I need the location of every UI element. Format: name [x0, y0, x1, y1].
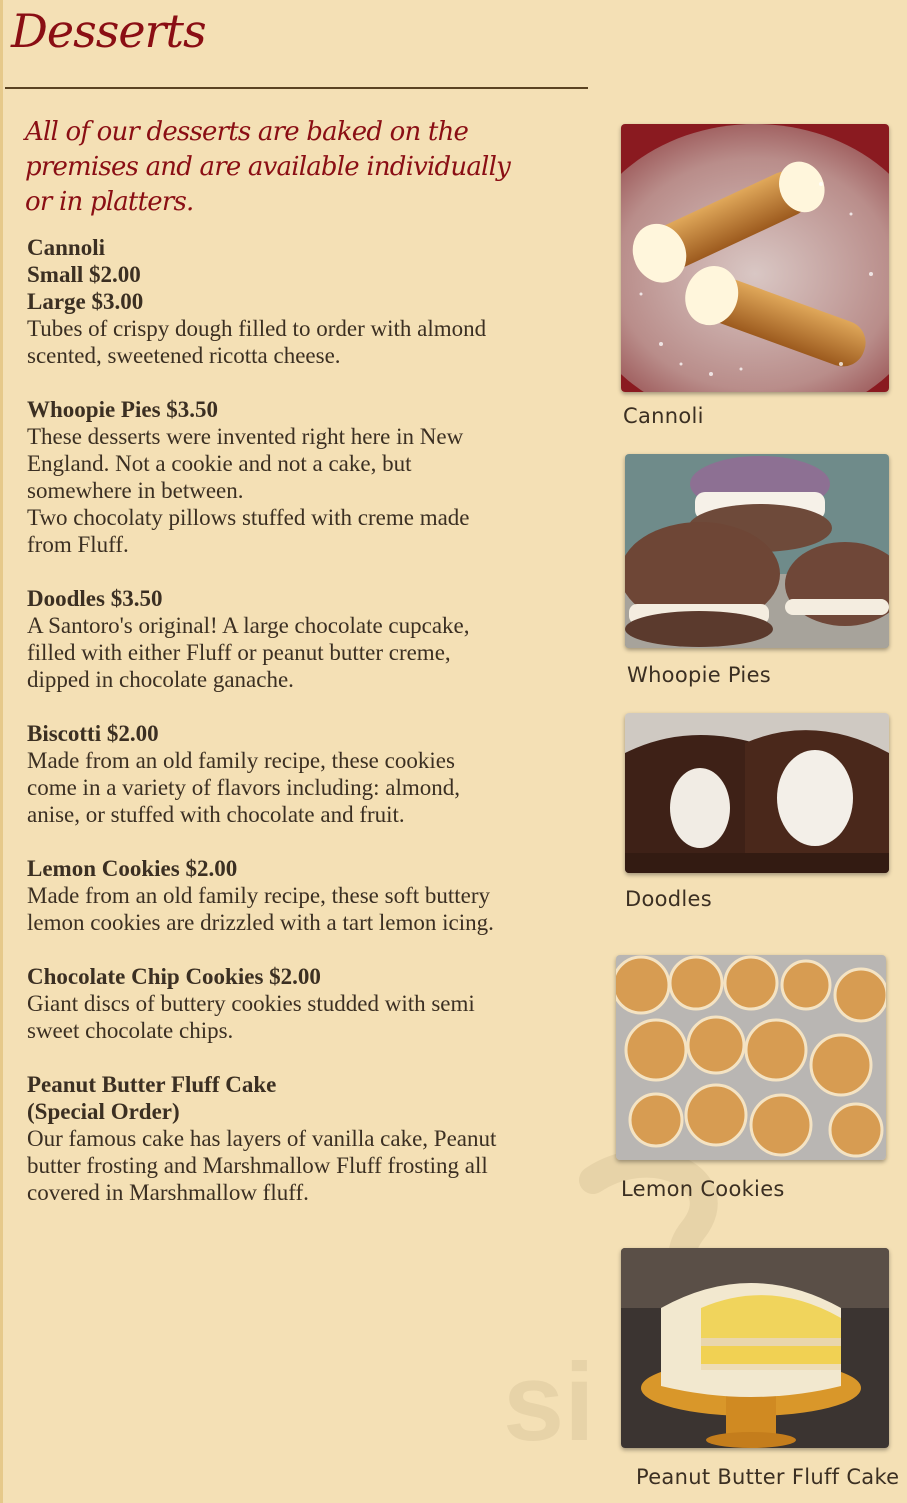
- dessert-name: Biscotti $2.00: [27, 721, 159, 746]
- dessert-description: A Santoro's original! A large chocolate cupcake, filled with either Fluff or peanut butter creme, dipped in chocolate ganache.: [27, 613, 470, 692]
- photo-caption-lemon-cookies: Lemon Cookies: [621, 1177, 785, 1201]
- photo-caption-peanut-butter-fluff-cake: Peanut Butter Fluff Cake: [636, 1465, 900, 1489]
- page-title: Desserts: [11, 4, 206, 58]
- dessert-name: Lemon Cookies $2.00: [27, 856, 238, 881]
- dessert-item-chocolate-chip-cookies: [27, 963, 507, 1044]
- dessert-item-peanut-butter-fluff-cake: [27, 1071, 507, 1206]
- dessert-name: Cannoli Small $2.00 Large $3.00: [27, 235, 144, 314]
- doodles-photo: [625, 713, 889, 873]
- photo-caption-whoopie-pies: Whoopie Pies: [627, 663, 772, 687]
- dessert-item-biscotti: [27, 720, 507, 828]
- peanut-butter-fluff-cake-photo: [621, 1248, 889, 1448]
- title-divider: [5, 87, 588, 89]
- intro-text: All of our desserts are baked on the premises and are available individually or in platters.: [25, 117, 510, 217]
- dessert-description: Giant discs of buttery cookies studded with semi sweet chocolate chips.: [27, 991, 475, 1043]
- dessert-list: [27, 234, 507, 1233]
- whoopie-pies-photo: [625, 454, 889, 648]
- cannoli-photo: [621, 124, 889, 392]
- dessert-name: Chocolate Chip Cookies $2.00: [27, 964, 321, 989]
- dessert-description: Made from an old family recipe, these cookies come in a variety of flavors including: almond, anise, or stuffed with chocolate and fruit.: [27, 748, 461, 827]
- photo-caption-doodles: Doodles: [625, 887, 712, 911]
- dessert-description: Tubes of crispy dough filled to order with almond scented, sweetened ricotta cheese.: [27, 316, 487, 368]
- lemon-cookies-photo: [616, 955, 886, 1160]
- svg-text:si: si: [503, 1341, 595, 1450]
- dessert-name: Peanut Butter Fluff Cake (Special Order): [27, 1072, 277, 1124]
- dessert-item-doodles: [27, 585, 507, 693]
- dessert-name: Doodles $3.50: [27, 586, 163, 611]
- dessert-description: Made from an old family recipe, these soft buttery lemon cookies are drizzled with a tart lemon icing.: [27, 883, 494, 935]
- dessert-item-whoopie-pies: [27, 396, 507, 558]
- dessert-item-cannoli: [27, 234, 507, 369]
- dessert-name: Whoopie Pies $3.50: [27, 397, 219, 422]
- dessert-description: These desserts were invented right here in New England. Not a cookie and not a cake, but somewhere in between. Two chocolaty pillows stuffed with creme made from Fluff.: [27, 424, 470, 557]
- photo-caption-cannoli: Cannoli: [623, 404, 704, 428]
- dessert-item-lemon-cookies: [27, 855, 507, 936]
- dessert-description: Our famous cake has layers of vanilla cake, Peanut butter frosting and Marshmallow Fluff frosting all covered in Marshmallow fluff.: [27, 1126, 497, 1205]
